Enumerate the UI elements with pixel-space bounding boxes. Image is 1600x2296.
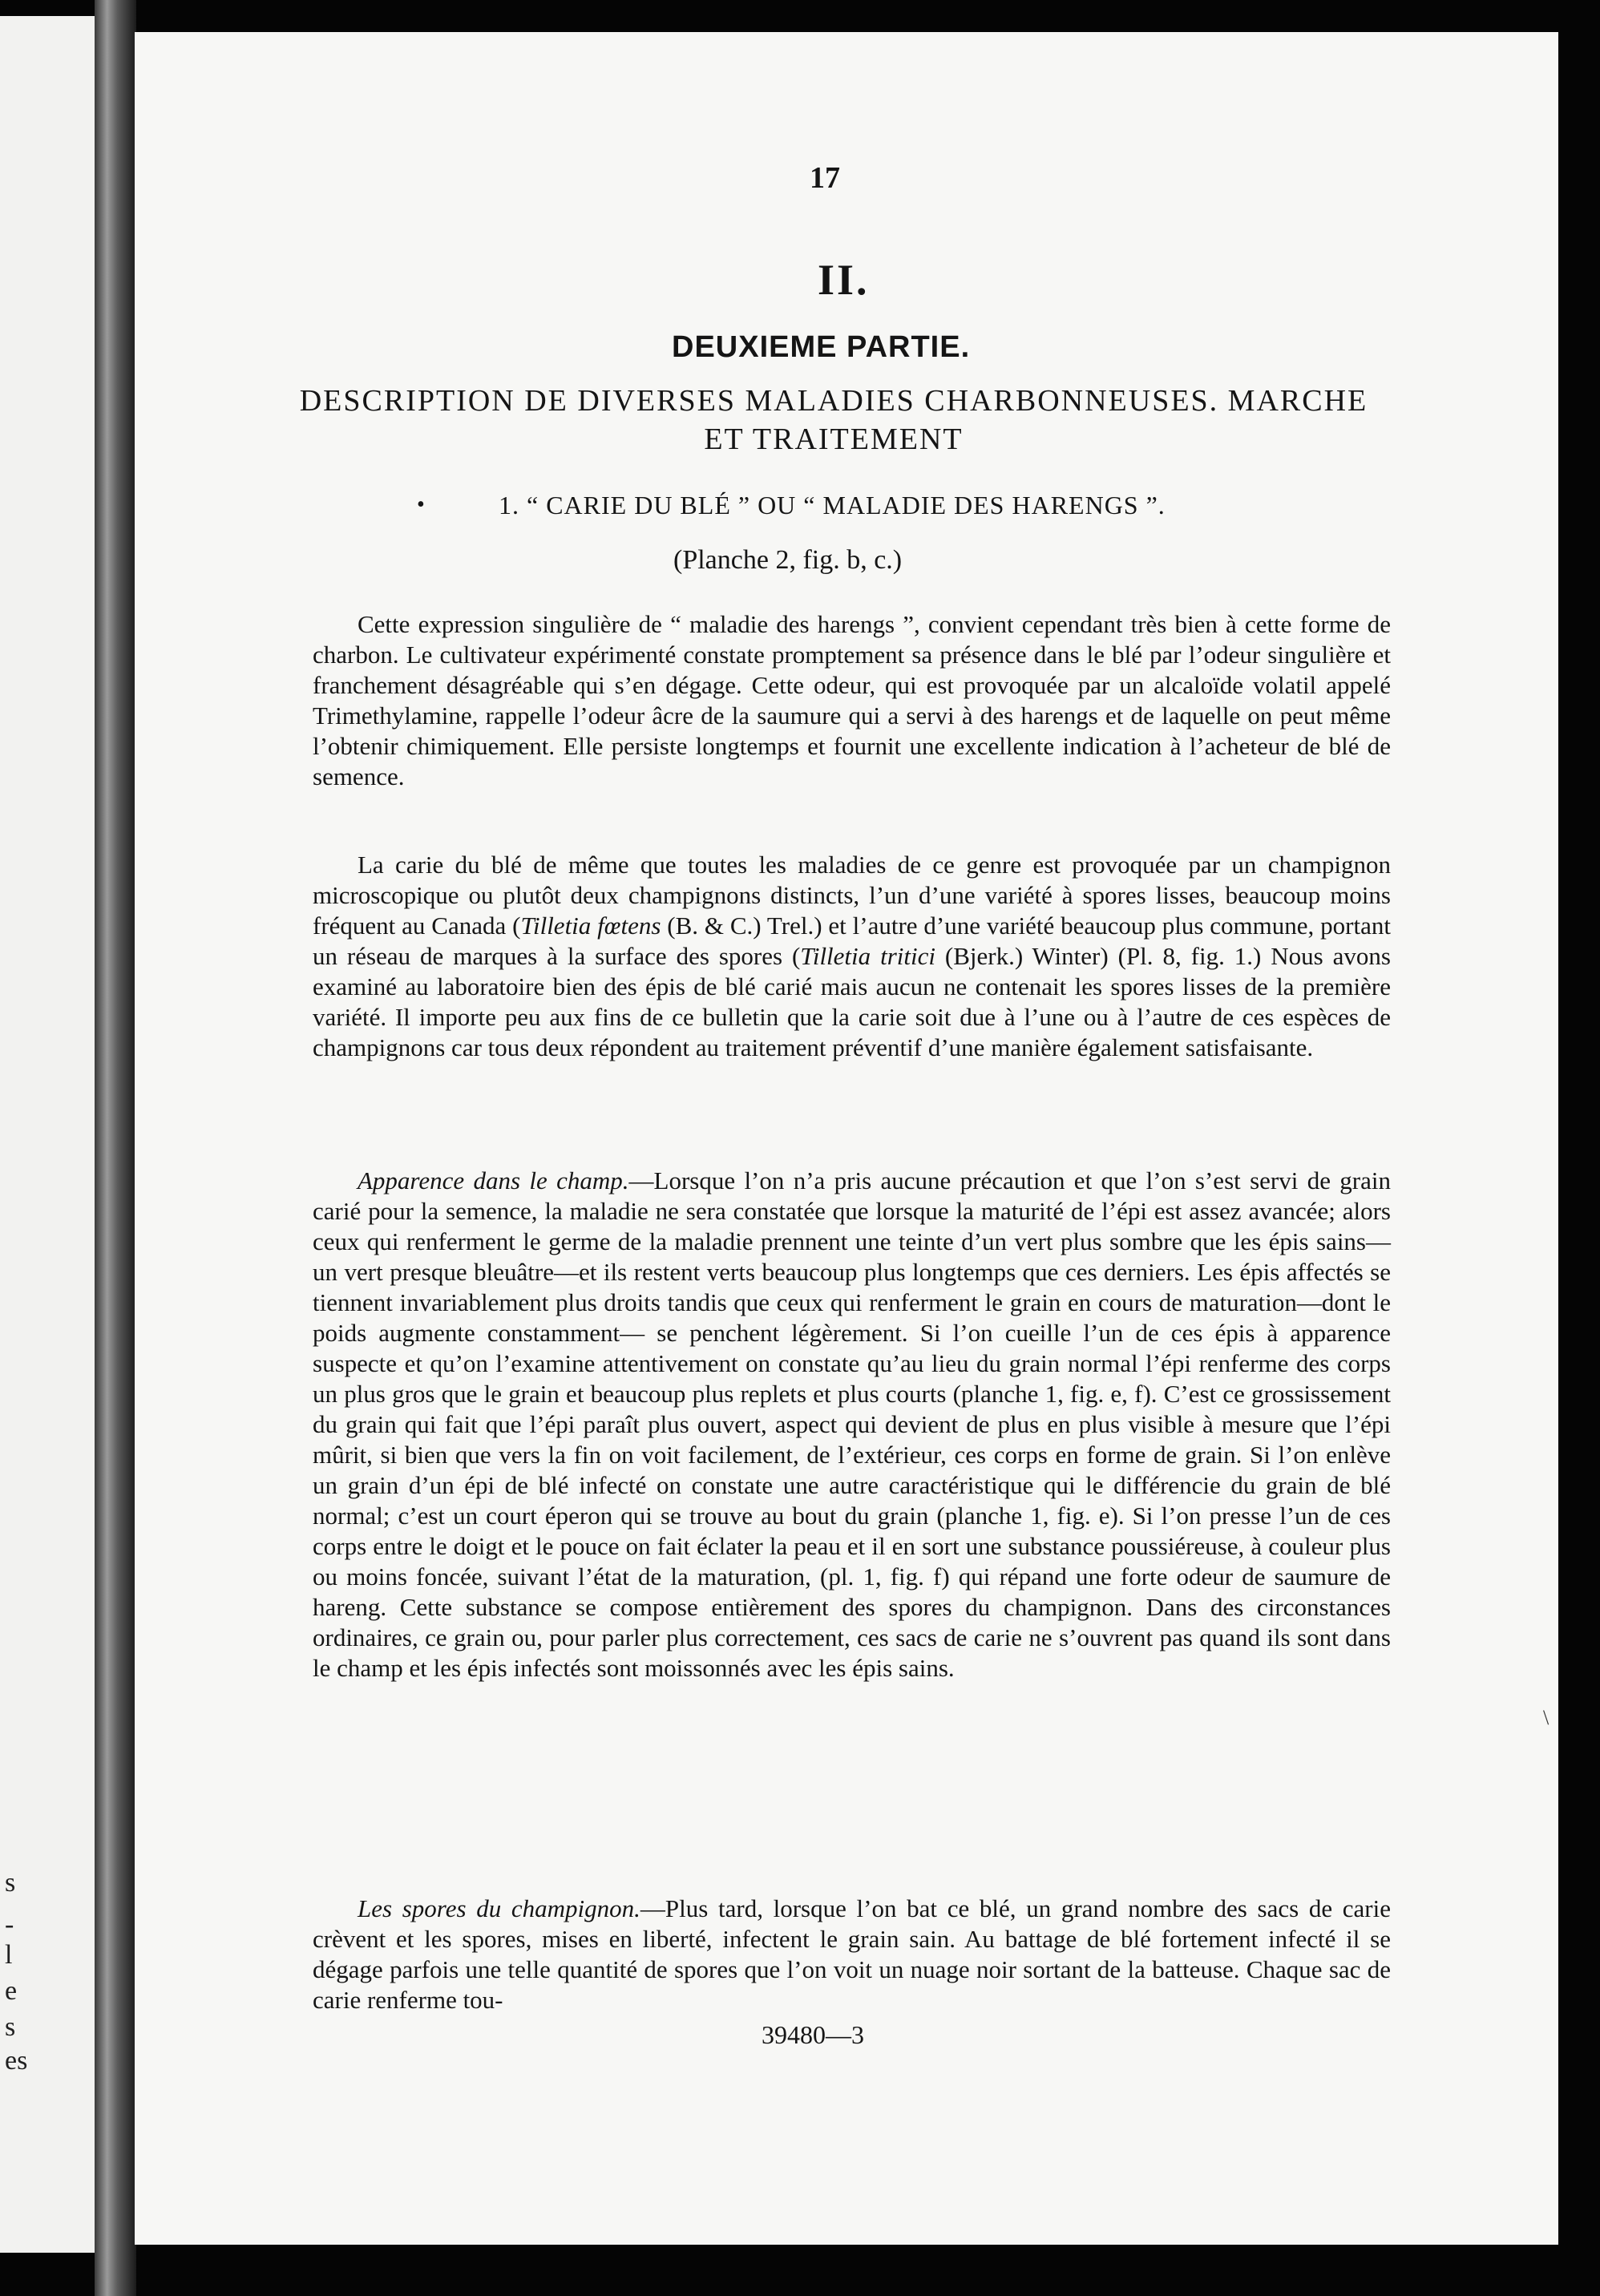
part-numeral: II. <box>818 256 870 304</box>
part-title: DEUXIEME PARTIE. <box>672 330 971 364</box>
paragraph-lead: Les spores du champignon. <box>358 1894 640 1922</box>
chapter-heading-line-1: DESCRIPTION DE DIVERSES MALADIES CHARBONNEUSES. MARCHE <box>299 384 1368 418</box>
section-bullet: • <box>417 492 425 517</box>
paragraph-2 <box>313 850 1391 1063</box>
adjacent-page-fragment: e <box>5 1976 18 2006</box>
adjacent-page-fragment: es <box>5 2046 28 2076</box>
plate-reference: (Planche 2, fig. b, c.) <box>673 545 903 575</box>
adjacent-page-fragment: s <box>5 1868 16 1898</box>
species-name: Tilletia fœtens <box>520 912 661 940</box>
adjacent-page-fragment: - <box>5 1910 14 1939</box>
page-number: 17 <box>810 161 840 195</box>
section-title: 1. “ CARIE DU BLÉ ” OU “ MALADIE DES HARENGS ”. <box>499 491 1166 519</box>
paragraph-lead: Apparence dans le champ. <box>358 1166 629 1194</box>
text-run: (B. & C.) Trel.) et l’autre d’une variété beaucoup plus commune, portant un réseau de marques à la surface des spores ( <box>313 912 1391 970</box>
adjacent-page-fragment: l <box>5 1940 13 1970</box>
text-run: La carie du blé de même que toutes les maladies de ce genre est provoquée par un champignon microscopique ou plutôt deux champignons distincts, l’un d’une variété à spores lisses, beaucoup moins fréquent au Canada ( <box>313 851 1391 940</box>
paragraph-text <box>313 1166 1391 1684</box>
paragraph-text <box>313 1894 1391 2015</box>
margin-mark: \ <box>1543 1706 1549 1729</box>
paragraph-text <box>313 850 1391 1063</box>
species-name: Tilletia tritici <box>800 942 935 970</box>
adjacent-page-fragment: s <box>5 2012 16 2042</box>
text-run: —Lorsque l’on n’a pris aucune précaution et que l’on s’est servi de grain carié pour la semence, la maladie ne sera constatée que lorsque la maturité de l’épi est assez avancée; alors ceux qui renferment le germe de la maladie prennent une teinte d’un vert plus sombre que les épis sains—un vert presque bleuâtre—et ils restent verts beaucoup plus longtemps que ces derniers. Les épis affectés se tiennent invariablement plus droits tandis que ceux qui renferment le grain en cours de maturation—dont le poids augmente constamment— se penchent légèrement. Si l’on cueille l’un de ces épis à apparence suspecte et qu’on l’examine attentivement on constate qu’au lieu du grain normal l’épi renferme des corps un plus gros que le grain et beaucoup plus replets et plus courts (planche 1, fig. e, f). C’est ce grossissement du grain qui fait que l’épi paraît plus ouvert, aspect qui devient de plus en plus visible à mesure que l’épi mûrit, si bien que vers la fin on voit facilement, de l’extérieur, ces corps en forme de grain. Si l’on enlève un grain d’un épi de blé infecté on constate une autre caractéristique qui le différencie du grain de blé normal; c’est un court éperon qui se trouve au bout du grain (planche 1, fig. e). Si l’on presse l’un de ces corps entre le doigt et le pouce on fait éclater la peau et il en sort une substance poussiéreuse, à couleur plus ou moins foncée, suivant l’état de la maturation, (pl. 1, fig. f) qui répand une forte odeur de saumure de hareng. Cette substance se compose entièrement des spores du champignon. Dans des circonstances ordinaires, ce grain ou, pour parler plus correctement, ces sacs de carie ne s’ouvrent pas quand ils sont dans le champ et les épis infectés sont moissonnés avec les épis sains. <box>313 1166 1392 1682</box>
paragraph-text: Cette expression singulière de “ maladie des harengs ”, convient cependant très bien à cette forme de charbon. Le cultivateur expérimenté constate promptement sa présence dans le blé par l’odeur singulière et franchement désagréable qui s’en dégage. Cette odeur, qui est provoquée par un alcaloïde volatil appelé Trimethylamine, rappelle l’odeur âcre de la saumure qui a servi à des harengs et de laquelle on peut même l’obtenir chimiquement. Elle persiste longtemps et fournit une excellente indication à l’acheteur de blé de semence. <box>313 610 1391 790</box>
signature-number: 39480—3 <box>762 2020 864 2049</box>
text-run: (Bjerk.) Winter) (Pl. 8, fig. 1.) Nous avons examiné au laboratoire bien des épis de blé carié mais aucun ne contenait les spores lisses de la première variété. Il importe peu aux fins de ce bulletin que la carie soit due à l’une ou à l’autre de ces espèces de champignons car tous deux répondent au traitement préventif d’une manière également satisfaisante. <box>313 942 1391 1061</box>
paragraph-4 <box>313 1894 1391 2015</box>
text-run: —Plus tard, lorsque l’on bat ce blé, un grand nombre des sacs de carie crèvent et les spores, mises en liberté, infectent le grain sain. Au battage de blé fortement infecté il se dégage parfois une telle quantité de spores que l’on voit un nuage noir sortant de la batteuse. Chaque sac de carie renferme tou- <box>313 1894 1391 2014</box>
paragraph-3 <box>313 1166 1391 1684</box>
book-spine <box>95 0 136 2296</box>
chapter-heading-line-2: ET TRAITEMENT <box>704 422 964 456</box>
paragraph-1 <box>313 609 1391 792</box>
adjacent-page-strip <box>0 16 104 2253</box>
